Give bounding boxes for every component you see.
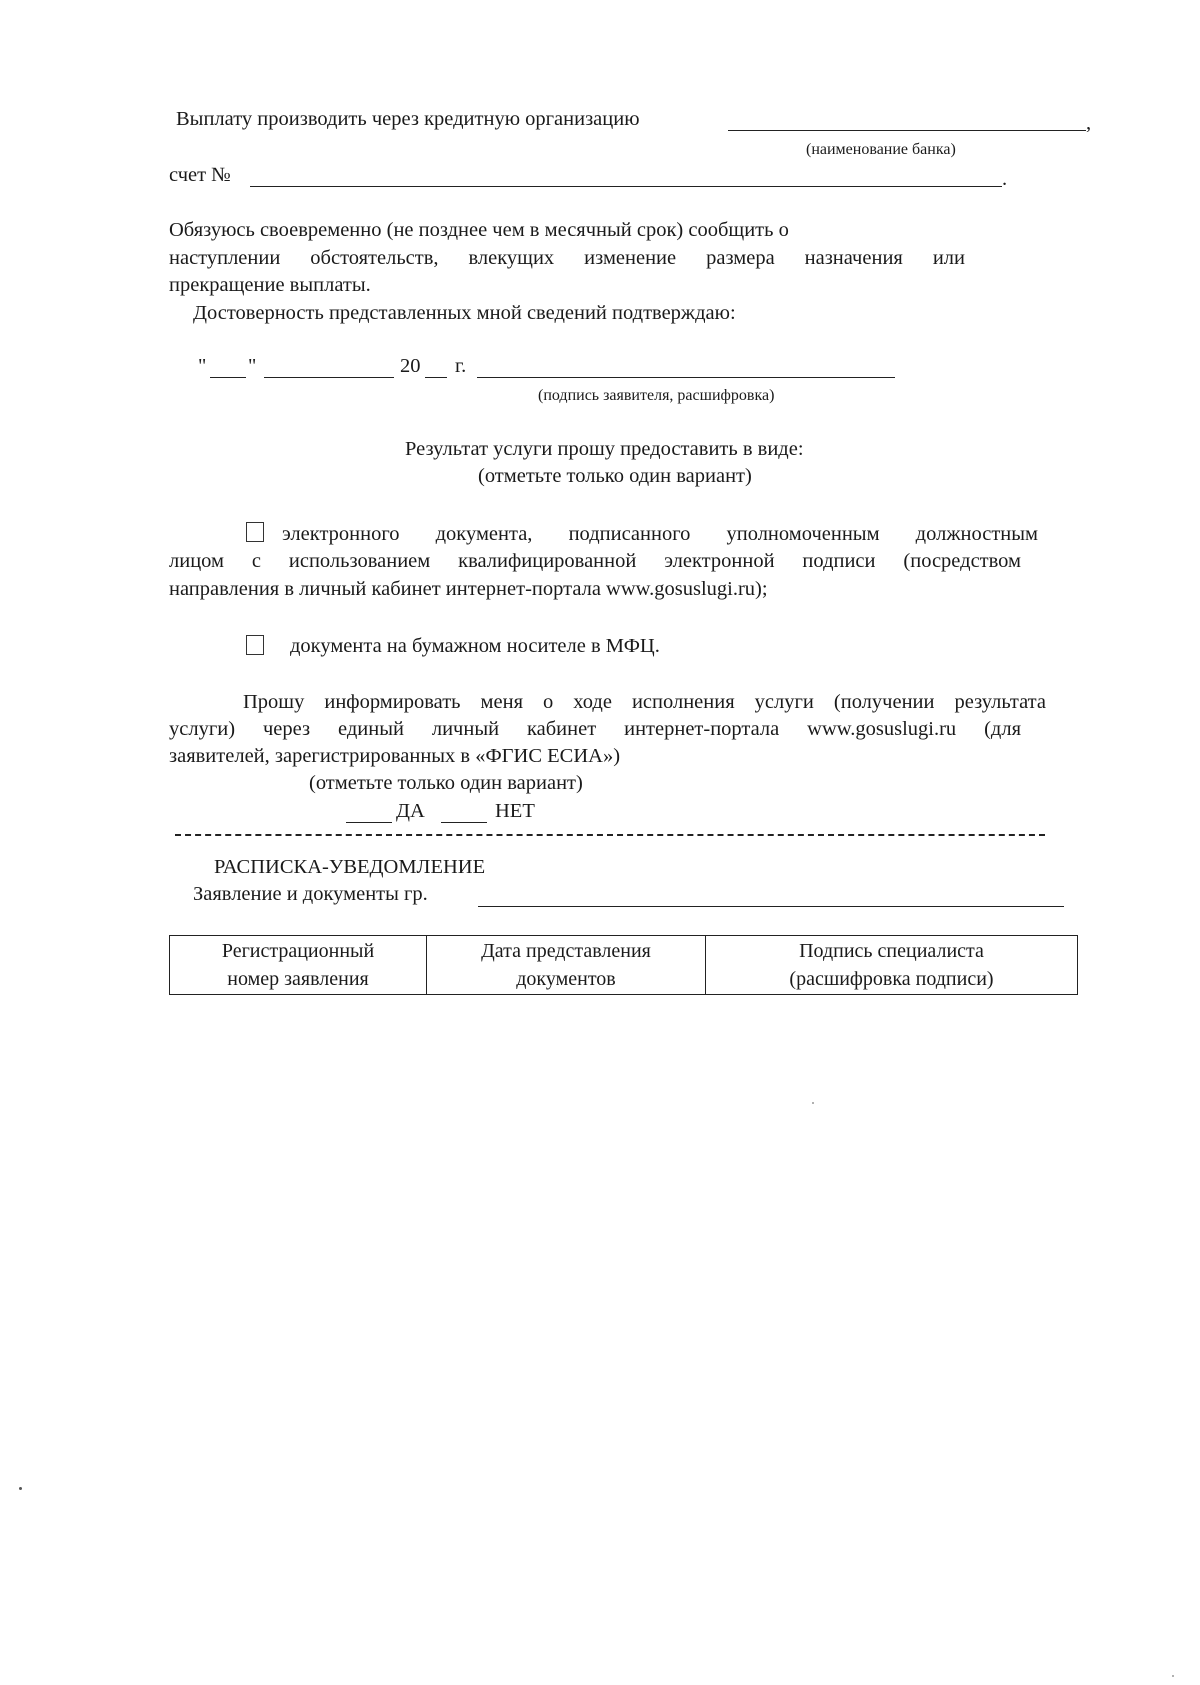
date-quote-open: " bbox=[198, 355, 207, 377]
option-paper-checkbox[interactable] bbox=[246, 635, 264, 655]
yes-mark-field[interactable] bbox=[346, 822, 392, 823]
bank-comma: , bbox=[1086, 112, 1092, 134]
obligation-line-1: Обязуюсь своевременно (не позднее чем в месячный срок) сообщить о bbox=[169, 219, 789, 241]
applicant-signature-field[interactable] bbox=[477, 377, 895, 378]
signature-hint: (подпись заявителя, расшифровка) bbox=[538, 387, 775, 404]
registration-table bbox=[169, 935, 1078, 995]
obligation-line-3: прекращение выплаты. bbox=[169, 274, 371, 296]
scan-speck bbox=[19, 1487, 22, 1490]
scan-speck bbox=[812, 1102, 814, 1104]
option-electronic-checkbox[interactable] bbox=[246, 522, 264, 542]
cut-line bbox=[175, 834, 1045, 836]
bank-name-field[interactable] bbox=[728, 130, 1086, 131]
header-line: Регистрационный bbox=[221, 940, 375, 962]
result-title: Результат услуги прошу предоставить в виде: bbox=[405, 438, 804, 460]
scan-speck bbox=[1172, 1675, 1174, 1677]
date-month-field[interactable] bbox=[264, 377, 394, 378]
no-label: НЕТ bbox=[495, 800, 535, 822]
bank-hint: (наименование банка) bbox=[806, 141, 956, 158]
option-electronic-line-1: электронного документа, подписанного уполномоченным должностным bbox=[282, 523, 1038, 545]
option-paper-label: документа на бумажном носителе в МФЦ. bbox=[290, 635, 660, 657]
receipt-citizen-name-field[interactable] bbox=[478, 906, 1064, 907]
date-year-suffix: г. bbox=[455, 355, 467, 377]
table-row bbox=[170, 936, 1078, 995]
header-line: номер заявления bbox=[227, 968, 369, 990]
account-period: . bbox=[1002, 168, 1008, 190]
confirm-text: Достоверность представленных мной сведений подтверждаю: bbox=[193, 302, 736, 324]
receipt-docs-label: Заявление и документы гр. bbox=[193, 883, 428, 905]
date-day-field[interactable] bbox=[210, 377, 246, 378]
date-quote-close: " bbox=[248, 355, 257, 377]
table-header-specialist-signature bbox=[706, 936, 1078, 995]
inform-line-1: Прошу информировать меня о ходе исполнения услуги (получении результата bbox=[243, 691, 1046, 713]
no-mark-field[interactable] bbox=[441, 822, 487, 823]
date-year-field[interactable] bbox=[425, 377, 447, 378]
date-year-prefix: 20 bbox=[400, 355, 421, 377]
inform-line-3: заявителей, зарегистрированных в «ФГИС ЕСИА») bbox=[169, 745, 621, 767]
option-electronic-line-3: направления в личный кабинет интернет-портала www.gosuslugi.ru); bbox=[169, 578, 768, 600]
result-subtitle: (отметьте только один вариант) bbox=[478, 465, 752, 487]
obligation-line-2: наступлении обстоятельств, влекущих изменение размера назначения или bbox=[169, 247, 965, 269]
header-line: (расшифровка подписи) bbox=[789, 968, 994, 990]
header-line: Дата представления bbox=[481, 940, 651, 962]
receipt-title: РАСПИСКА-УВЕДОМЛЕНИЕ bbox=[214, 856, 486, 878]
header-line: документов bbox=[516, 968, 616, 990]
header-line: Подпись специалиста bbox=[799, 940, 984, 962]
inform-subtitle: (отметьте только один вариант) bbox=[309, 772, 583, 794]
option-electronic-line-2: лицом с использованием квалифицированной электронной подписи (посредством bbox=[169, 550, 1021, 572]
bank-label: Выплату производить через кредитную организацию bbox=[176, 108, 640, 130]
table-header-registration-number bbox=[170, 936, 427, 995]
account-number-field[interactable] bbox=[250, 186, 1002, 187]
table-header-submission-date bbox=[427, 936, 706, 995]
account-label: счет № bbox=[169, 164, 231, 186]
yes-label: ДА bbox=[396, 800, 425, 822]
inform-line-2: услуги) через единый личный кабинет интернет-портала www.gosuslugi.ru (для bbox=[169, 718, 1021, 740]
